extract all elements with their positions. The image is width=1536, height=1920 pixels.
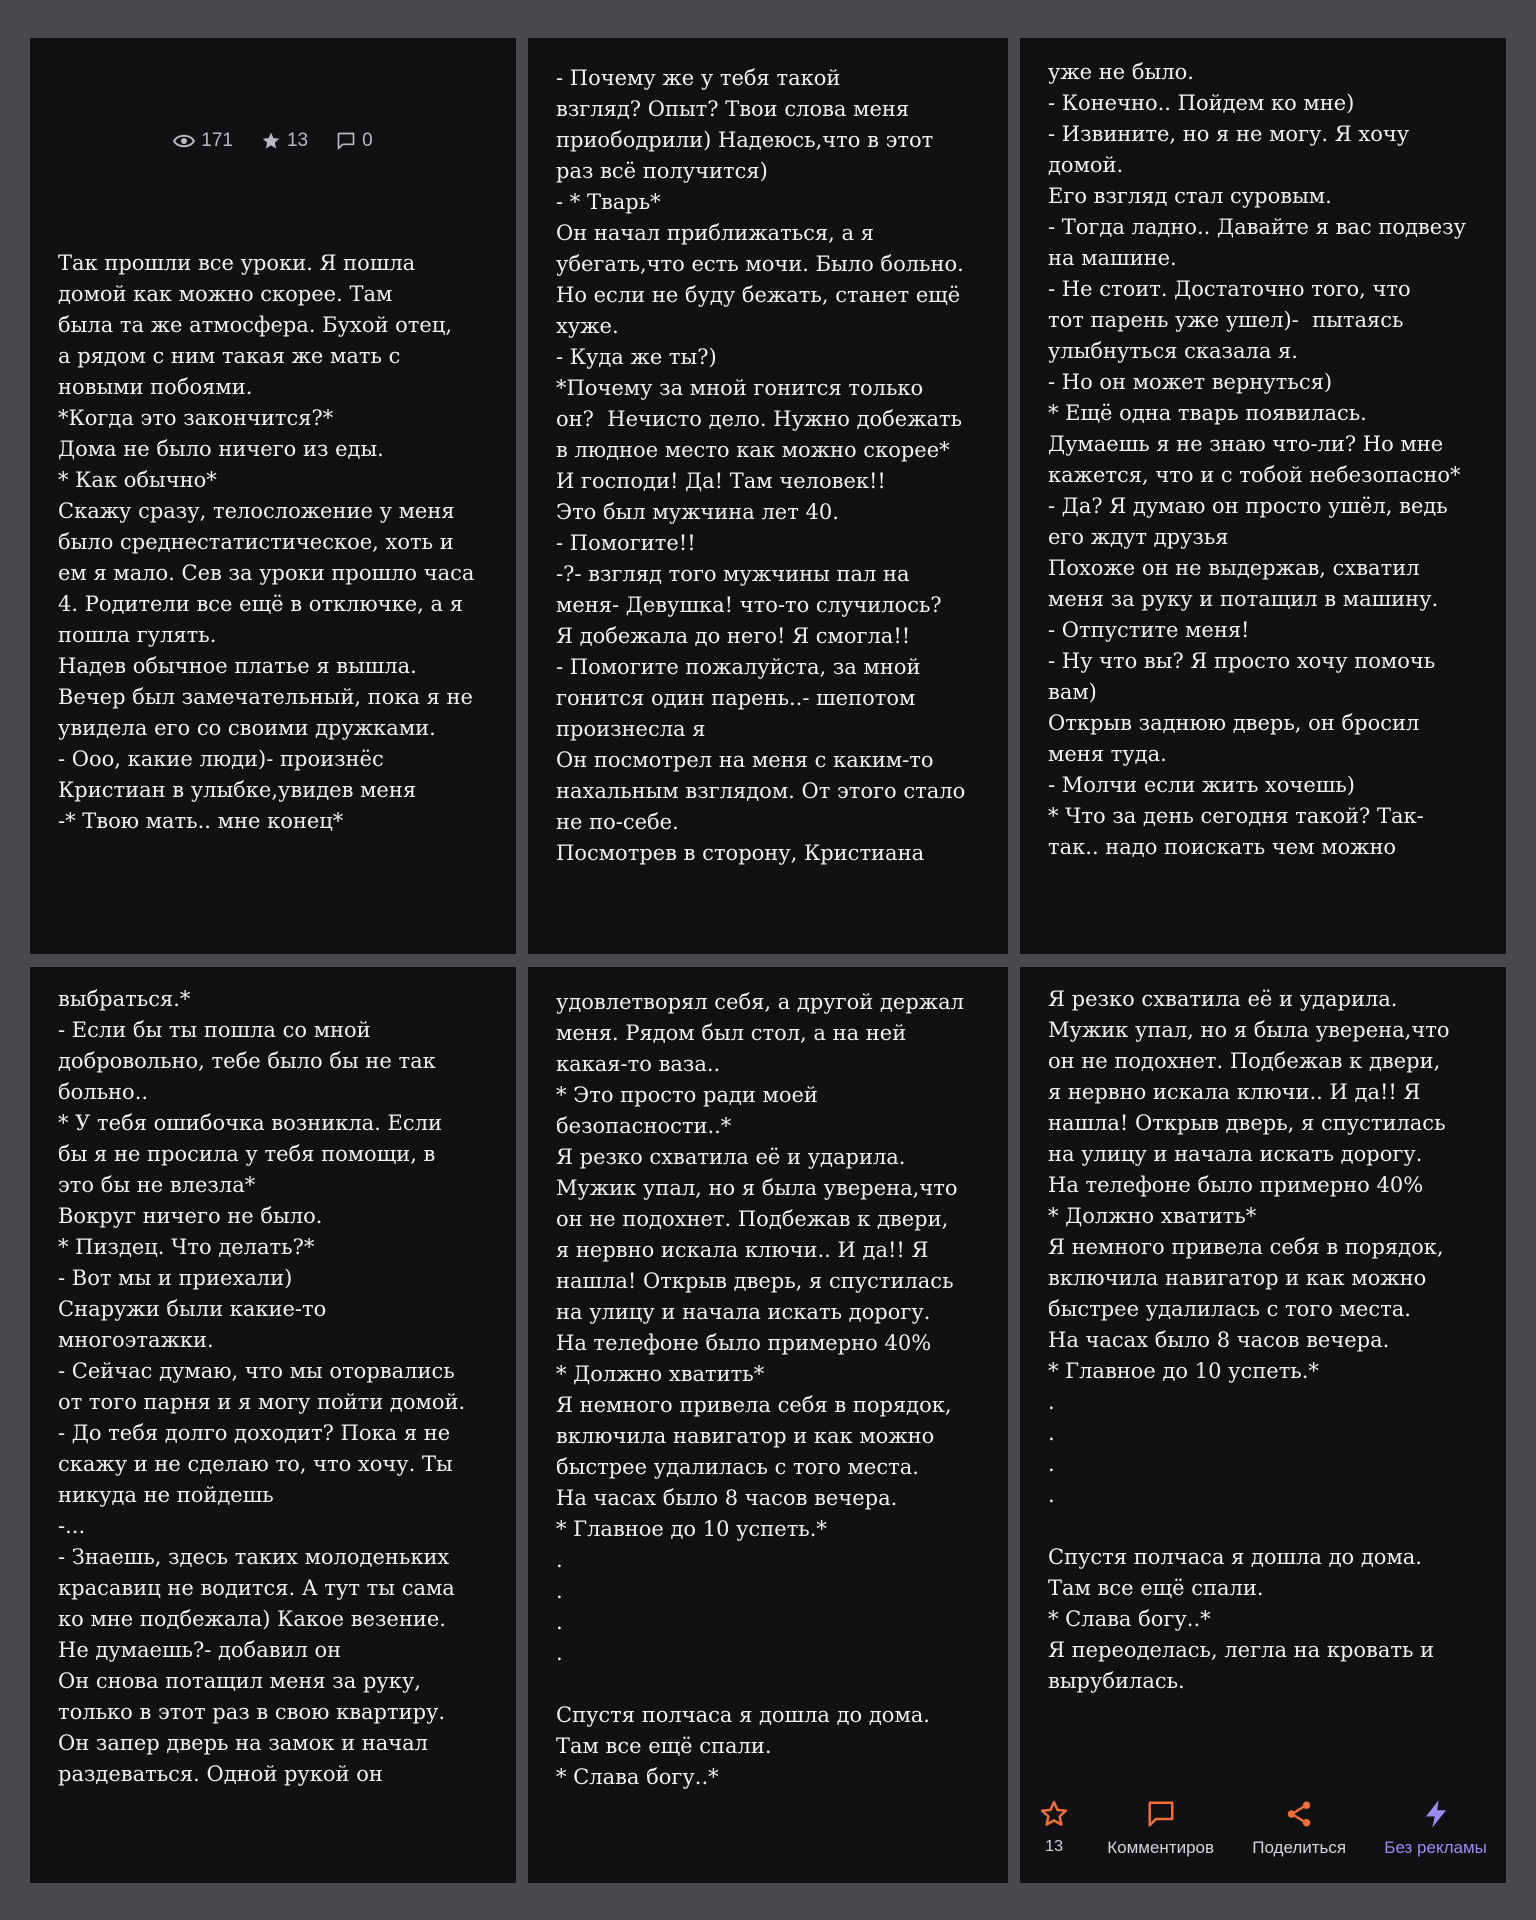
text-line: он? Нечисто дело. Нужно добежать — [556, 407, 963, 431]
text-line: * Должно хватить* — [556, 1362, 765, 1386]
text-line: не по-себе. — [556, 810, 679, 834]
text-line: - Сейчас думаю, что мы оторвались — [58, 1359, 455, 1383]
text-line: Посмотрев в сторону, Кристиана — [556, 841, 925, 865]
text-line: - Конечно.. Пойдем ко мне) — [1048, 91, 1355, 115]
story-page-1 — [30, 38, 516, 954]
text-line: * Главное до 10 успеть.* — [556, 1517, 827, 1541]
text-line: Открыв заднюю дверь, он бросил — [1048, 711, 1420, 735]
text-line: Но если не буду бежать, станет ещё — [556, 283, 961, 307]
text-line: - Знаешь, здесь таких молоденьких — [58, 1545, 450, 1569]
text-line: . — [556, 1610, 563, 1634]
text-line: меня- Девушка! что-то случилось? — [556, 593, 942, 617]
text-line: - Почему же у тебя такой — [556, 66, 841, 90]
comments-button[interactable] — [1107, 1793, 1214, 1858]
text-line: только в этот раз в свою квартиру. — [58, 1700, 446, 1724]
text-line: нахальным взглядом. От этого стало — [556, 779, 966, 803]
text-line: - Но он может вернуться) — [1048, 370, 1333, 394]
story-stats — [30, 130, 516, 152]
story-text — [556, 63, 998, 869]
text-line: Спустя полчаса я дошла до дома. — [556, 1703, 930, 1727]
comment-bubble-icon — [1146, 1799, 1176, 1834]
text-line: взгляд? Опыт? Твои слова меня — [556, 97, 910, 121]
text-line: была та же атмосфера. Бухой отец, — [58, 313, 452, 337]
text-line: гонится один парень..- шепотом — [556, 686, 916, 710]
comments-count: 0 — [362, 130, 373, 151]
text-line: * Что за день сегодня такой? Так- — [1048, 804, 1424, 828]
text-line: бы я не просила у тебя помощи, в — [58, 1142, 436, 1166]
story-page-6 — [1020, 967, 1506, 1883]
text-line: Не думаешь?- добавил он — [58, 1638, 342, 1662]
action-bar — [1020, 1793, 1506, 1883]
text-line: Спустя полчаса я дошла до дома. — [1048, 1545, 1422, 1569]
text-line: -* Твою мать.. мне конец* — [58, 809, 344, 833]
text-line: На телефоне было примерно 40% — [556, 1331, 932, 1355]
comment-icon — [336, 131, 356, 151]
text-line: безопасности..* — [556, 1114, 732, 1138]
text-line: улыбнуться сказала я. — [1048, 339, 1298, 363]
text-line: Я резко схватила её и ударила. — [556, 1145, 906, 1169]
text-line: быстрее удалилась с того места. — [556, 1455, 919, 1479]
text-line: уже не было. — [1048, 60, 1194, 84]
star-outline-icon — [1039, 1799, 1069, 1834]
no-ads-label: Без рекламы — [1384, 1838, 1487, 1857]
text-line: нашла! Открыв дверь, я спустилась — [556, 1269, 954, 1293]
story-text — [1048, 984, 1496, 1697]
text-line: - Отпустите меня! — [1048, 618, 1250, 642]
text-line: приободрили) Надеюсь,что в этот — [556, 128, 934, 152]
text-line: * Должно хватить* — [1048, 1204, 1257, 1228]
text-line: - Ооо, какие люди)- произнёс — [58, 747, 384, 771]
text-line: красавиц не водится. А тут ты сама — [58, 1576, 455, 1600]
text-line: И господи! Да! Там человек!! — [556, 469, 886, 493]
text-line: никуда не пойдешь — [58, 1483, 274, 1507]
share-icon — [1284, 1799, 1314, 1834]
text-line: Так прошли все уроки. Я пошла — [58, 251, 416, 275]
text-line: убегать,что есть мочи. Было больно. — [556, 252, 964, 276]
text-line: раз всё получится) — [556, 159, 768, 183]
text-line: Я добежала до него! Я смогла!! — [556, 624, 911, 648]
text-line: раздеваться. Одной рукой он — [58, 1762, 383, 1786]
text-line: *Почему за мной гонится только — [556, 376, 924, 400]
text-line: увидела его со своими дружками. — [58, 716, 436, 740]
text-line: -?- взгляд того мужчины пал на — [556, 562, 910, 586]
text-line: Кристиан в улыбке,увидев меня — [58, 778, 417, 802]
comments-stat — [336, 130, 373, 152]
text-line: включила навигатор и как можно — [556, 1424, 935, 1448]
text-line: * Слава богу..* — [1048, 1607, 1211, 1631]
eye-icon — [173, 133, 195, 149]
text-line: а рядом с ним такая же мать с — [58, 344, 401, 368]
lightning-icon — [1421, 1799, 1451, 1834]
text-line: на улицу и начала искать дорогу. — [556, 1300, 931, 1324]
text-line: - Не стоит. Достаточно того, что — [1048, 277, 1411, 301]
text-line: это бы не влезла* — [58, 1173, 256, 1197]
text-line: скажу и не сделаю то, что хочу. Ты — [58, 1452, 453, 1476]
story-text — [58, 248, 506, 837]
text-line: Мужик упал, но я была уверена,что — [556, 1176, 958, 1200]
text-line — [556, 1669, 998, 1700]
views-count: 171 — [201, 130, 233, 151]
text-line: * Это просто ради моей — [556, 1083, 818, 1107]
text-line: -... — [58, 1514, 86, 1538]
text-line: Он снова потащил меня за руку, — [58, 1669, 421, 1693]
text-line: * Пиздец. Что делать?* — [58, 1235, 315, 1259]
text-line: домой. — [1048, 153, 1124, 177]
text-line: Скажу сразу, телосложение у меня — [58, 499, 455, 523]
story-page-3 — [1020, 38, 1506, 954]
text-line: Вечер был замечательный, пока я не — [58, 685, 473, 709]
text-line: кажется, что и с тобой небезопасно* — [1048, 463, 1461, 487]
text-line: ем я мало. Сев за уроки прошло часа — [58, 561, 475, 585]
text-line: Надев обычное платье я вышла. — [58, 654, 417, 678]
text-line: - Если бы ты пошла со мной — [58, 1018, 371, 1042]
text-line: Снаружи были какие-то — [58, 1297, 327, 1321]
text-line: хуже. — [556, 314, 619, 338]
text-line: - Ну что вы? Я просто хочу помочь — [1048, 649, 1436, 673]
text-line: Я немного привела себя в порядок, — [556, 1393, 952, 1417]
story-page-4 — [30, 967, 516, 1883]
text-line: меня за руку и потащил в машину. — [1048, 587, 1439, 611]
text-line: добровольно, тебе было бы не так — [58, 1049, 436, 1073]
text-line: - До тебя долго доходит? Пока я не — [58, 1421, 451, 1445]
text-line: многоэтажки. — [58, 1328, 214, 1352]
text-line: так.. надо поискать чем можно — [1048, 835, 1397, 859]
text-line: Он начал приближаться, а я — [556, 221, 874, 245]
text-line: на машине. — [1048, 246, 1177, 270]
text-line: Вокруг ничего не было. — [58, 1204, 323, 1228]
story-text — [556, 987, 998, 1793]
text-line: включила навигатор и как можно — [1048, 1266, 1427, 1290]
text-line: в людное место как можно скорее* — [556, 438, 950, 462]
star-icon — [261, 131, 281, 151]
share-label: Поделиться — [1252, 1838, 1347, 1857]
text-line: Там все ещё спали. — [556, 1734, 772, 1758]
text-line: вам) — [1048, 680, 1097, 704]
text-line: - Куда же ты?) — [556, 345, 717, 369]
text-line: Мужик упал, но я была уверена,что — [1048, 1018, 1450, 1042]
text-line: - Извините, но я не могу. Я хочу — [1048, 122, 1410, 146]
text-line: Он посмотрел на меня с каким-то — [556, 748, 934, 772]
share-button[interactable] — [1252, 1793, 1346, 1858]
text-line: - Вот мы и приехали) — [58, 1266, 293, 1290]
text-line: Думаешь я не знаю что-ли? Но мне — [1048, 432, 1444, 456]
story-text — [58, 984, 506, 1790]
text-line: * Главное до 10 успеть.* — [1048, 1359, 1319, 1383]
text-line: - Да? Я думаю он просто ушёл, ведь — [1048, 494, 1448, 518]
text-line: я нервно искала ключи.. И да!! Я — [556, 1238, 929, 1262]
text-line: Он запер дверь на замок и начал — [58, 1731, 429, 1755]
text-line: . — [1048, 1483, 1055, 1507]
text-line: меня туда. — [1048, 742, 1167, 766]
text-line: Похоже он не выдержав, схватил — [1048, 556, 1420, 580]
stars-stat — [261, 130, 308, 152]
text-line: быстрее удалилась с того места. — [1048, 1297, 1411, 1321]
text-line: новыми побоями. — [58, 375, 253, 399]
text-line: было среднестатистическое, хоть и — [58, 530, 454, 554]
text-line: он не подохнет. Подбежав к двери, — [556, 1207, 949, 1231]
text-line: *Когда это закончится?* — [58, 406, 334, 430]
text-line: я нервно искала ключи.. И да!! Я — [1048, 1080, 1421, 1104]
text-line: его ждут друзья — [1048, 525, 1229, 549]
star-count: 13 — [1045, 1838, 1063, 1855]
text-line: вырубилась. — [1048, 1669, 1185, 1693]
text-line: На телефоне было примерно 40% — [1048, 1173, 1424, 1197]
text-line: * Слава богу..* — [556, 1765, 719, 1789]
text-line: Я немного привела себя в порядок, — [1048, 1235, 1444, 1259]
views-stat — [173, 130, 233, 152]
text-line: * Ещё одна тварь появилась. — [1048, 401, 1367, 425]
text-line: . — [1048, 1390, 1055, 1414]
text-line: На часах было 8 часов вечера. — [556, 1486, 898, 1510]
text-line: - Помогите!! — [556, 531, 696, 555]
text-line: пошла гулять. — [58, 623, 217, 647]
text-line: - Тогда ладно.. Давайте я вас подвезу — [1048, 215, 1466, 239]
text-line: он не подохнет. Подбежав к двери, — [1048, 1049, 1441, 1073]
text-line: Дома не было ничего из еды. — [58, 437, 384, 461]
text-line: Там все ещё спали. — [1048, 1576, 1264, 1600]
story-text — [1048, 57, 1496, 863]
text-line: домой как можно скорее. Там — [58, 282, 393, 306]
text-line: . — [1048, 1421, 1055, 1445]
text-line: Его взгляд стал суровым. — [1048, 184, 1332, 208]
star-button[interactable] — [1039, 1793, 1069, 1856]
text-line: . — [556, 1579, 563, 1603]
text-line — [1048, 1511, 1496, 1542]
text-line: - Молчи если жить хочешь) — [1048, 773, 1356, 797]
text-line: ко мне подбежала) Какое везение. — [58, 1607, 446, 1631]
text-line: * У тебя ошибочка возникла. Если — [58, 1111, 442, 1135]
text-line: какая-то ваза.. — [556, 1052, 721, 1076]
text-line: на улицу и начала искать дорогу. — [1048, 1142, 1423, 1166]
text-line: * Как обычно* — [58, 468, 217, 492]
text-line: - * Тварь* — [556, 190, 661, 214]
text-line: нашла! Открыв дверь, я спустилась — [1048, 1111, 1446, 1135]
comments-label: Комментиров — [1107, 1838, 1215, 1857]
text-line: 4. Родители все ещё в отключке, а я — [58, 592, 463, 616]
text-line: Я резко схватила её и ударила. — [1048, 987, 1398, 1011]
text-line: . — [556, 1641, 563, 1665]
stars-count: 13 — [286, 130, 309, 151]
text-line: меня. Рядом был стол, а на ней — [556, 1021, 907, 1045]
text-line: тот парень уже ушел)- пытаясь — [1048, 308, 1404, 332]
text-line: - Помогите пожалуйста, за мной — [556, 655, 921, 679]
no-ads-button[interactable] — [1384, 1793, 1487, 1858]
text-line: . — [1048, 1452, 1055, 1476]
text-line: удовлетворял себя, а другой держал — [556, 990, 964, 1014]
text-line: больно.. — [58, 1080, 149, 1104]
story-page-2 — [528, 38, 1008, 954]
text-line: выбраться.* — [58, 987, 191, 1011]
text-line: Это был мужчина лет 40. — [556, 500, 839, 524]
text-line: На часах было 8 часов вечера. — [1048, 1328, 1390, 1352]
text-line: от того парня и я могу пойти домой. — [58, 1390, 466, 1414]
story-page-5 — [528, 967, 1008, 1883]
text-line: . — [556, 1548, 563, 1572]
text-line: Я переоделась, легла на кровать и — [1048, 1638, 1435, 1662]
text-line: произнесла я — [556, 717, 706, 741]
